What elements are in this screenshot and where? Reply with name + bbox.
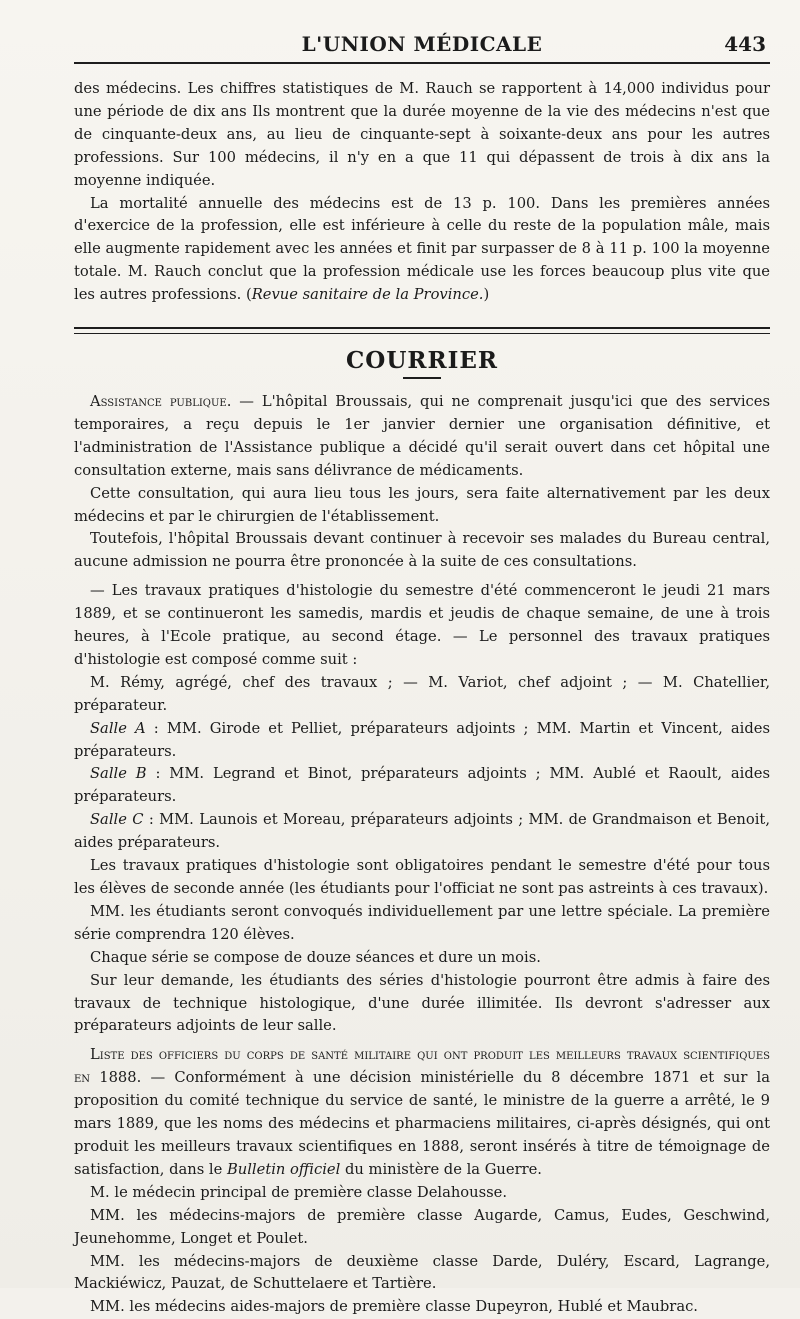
page-content — [74, 78, 770, 1319]
bulletin-officiel: Bulletin officiel — [226, 1160, 341, 1178]
source-citation: Revue sanitaire de la Province. — [251, 286, 484, 304]
header-rule — [74, 62, 770, 64]
assistance-label: Assistance publique. — [90, 392, 232, 410]
section-heading-underline — [403, 377, 441, 379]
paragraph-salle-a — [74, 718, 770, 764]
paragraph-assistance-intro — [74, 391, 770, 483]
running-header — [74, 28, 770, 60]
journal-title: L'UNION MÉDICALE — [301, 32, 543, 56]
paragraph-salle-b — [74, 763, 770, 809]
paragraph-histologie-convocation: MM. les étudiants seront convoqués individuellement par une lettre spéciale. La première série comprendra 120 élèves. — [74, 902, 770, 943]
paragraph-officiers-deuxieme-classe: MM. les médecins-majors de deuxième classe Darde, Duléry, Escard, Lagrange, Mackiéwicz, Pauzat, de Schuttelaere et Tartière. — [74, 1252, 770, 1293]
page-number: 443 — [724, 32, 766, 56]
salle-b-text: : MM. Legrand et Binot, préparateurs adjoints ; MM. Aublé et Raoult, aides préparateurs. — [74, 765, 770, 806]
paragraph-mortality — [74, 193, 770, 308]
paragraph-officiers-aides-majors: MM. les médecins aides-majors de première classe Dupeyron, Hublé et Maubrac. — [90, 1298, 698, 1316]
paragraph-salle-c — [74, 809, 770, 855]
salle-b-label: Salle B — [90, 765, 147, 783]
paragraph-rauch-statistics: des médecins. Les chiffres statistiques de M. Rauch se rapportent à 14,000 individus pour une période de dix ans Ils montrent que la durée moyenne de la vie des médecins n'est que de cinquante-deux ans, au lieu de cinquante-sept à soixante-deux ans pour les autres professions. Sur 100 médecins, il n'y en a que 11 qui dépassent de trois à dix ans la moyenne indiquée. — [74, 80, 770, 189]
section-separator — [74, 327, 770, 334]
mortality-text: La mortalité annuelle des médecins est de 13 p. 100. Dans les premières années d'exercice de la profession, elle est inférieure à celle du reste de la population mâle, mais elle augmente rapidement avec les années et finit par surpasser de 8 à 11 p. 100 la moyenne totale. M. Rauch conclut que la profession médicale use les forces beaucoup plus vite que les autres professions. ( — [74, 194, 770, 304]
salle-c-text: : MM. Launois et Moreau, préparateurs adjoints ; MM. de Grandmaison et Benoit, aides préparateurs. — [74, 811, 770, 852]
paragraph-histologie-chef: M. Rémy, agrégé, chef des travaux ; — M. Variot, chef adjoint ; — M. Chatellier, préparateur. — [74, 673, 770, 714]
section-heading-courrier: COURRIER — [345, 347, 499, 375]
paragraph-histologie-obligatoires: Les travaux pratiques d'histologie sont obligatoires pendant le semestre d'été pour tous les élèves de seconde année (les étudiants pour l'officiat ne sont pas astreints à ces travaux). — [74, 857, 770, 897]
paragraph-officiers-premiere-classe: MM. les médecins-majors de première classe Augarde, Camus, Eudes, Geschwind, Jeunehomme, Longet et Poulet. — [74, 1206, 770, 1247]
paragraph-histologie-intro: — Les travaux pratiques d'histologie du semestre d'été commenceront le jeudi 21 mars 1889, et se continueront les samedis, mardis et jeudis de chaque semaine, de une à trois heures, à l'Ecole pratique, au second étage. — Le personnel des travaux pratiques d'histologie est composé comme suit : — [74, 582, 770, 668]
assistance-text: — L'hôpital Broussais, qui ne comprenait jusqu'ici que des services temporaires, a reçu depuis le 1er janvier dernier une organisation définitive, et l'administration de l'Assistance publique a décidé qu'il serait ouvert dans cet hôpital une consultation externe, mais sans délivrance de médicaments. — [74, 392, 770, 479]
officiers-text-end: du ministère de la Guerre. — [340, 1160, 542, 1178]
salle-c-label: Salle C — [90, 811, 144, 829]
paragraph-histologie-technique: Sur leur demande, les étudiants des séries d'histologie pourront être admis à faire des travaux de technique histologique, d'une durée illimitée. Ils devront s'adresser aux préparateurs adjoints de leur salle. — [74, 971, 770, 1035]
paragraph-histologie-series: Chaque série se compose de douze séances et dure un mois. — [90, 948, 541, 966]
officiers-label: Liste des officiers du corps de santé militaire qui ont produit les meilleurs travaux scientifiques en 1888. — [74, 1046, 770, 1087]
officiers-text: — Conformément à une décision ministérielle du 8 décembre 1871 et sur la proposition du comité technique du service de santé, le ministre de la guerre a arrêté, le 9 mars 1889, que les noms des médecins et pharmaciens militaires, ci-après désignés, qui ont produit les meilleurs travaux scientifiques en 1888, seront insérés à titre de témoignage de satisfaction, dans le — [74, 1069, 770, 1178]
salle-a-label: Salle A — [90, 719, 146, 737]
salle-a-text: : MM. Girode et Pelliet, préparateurs adjoints ; MM. Martin et Vincent, aides préparateurs. — [74, 719, 770, 760]
paragraph-officiers-principal: M. le médecin principal de première classe Delahousse. — [90, 1183, 508, 1201]
paragraph-officiers-intro — [74, 1044, 770, 1181]
paragraph-assistance-consultation: Cette consultation, qui aura lieu tous les jours, sera faite alternativement par les deux médecins et par le chirurgien de l'établissement. — [74, 484, 770, 525]
citation-close: ) — [483, 286, 490, 304]
paragraph-assistance-admission: Toutefois, l'hôpital Broussais devant continuer à recevoir ses malades du Bureau central, aucune admission ne pourra être prononcée à la suite de ces consultations. — [74, 530, 770, 571]
